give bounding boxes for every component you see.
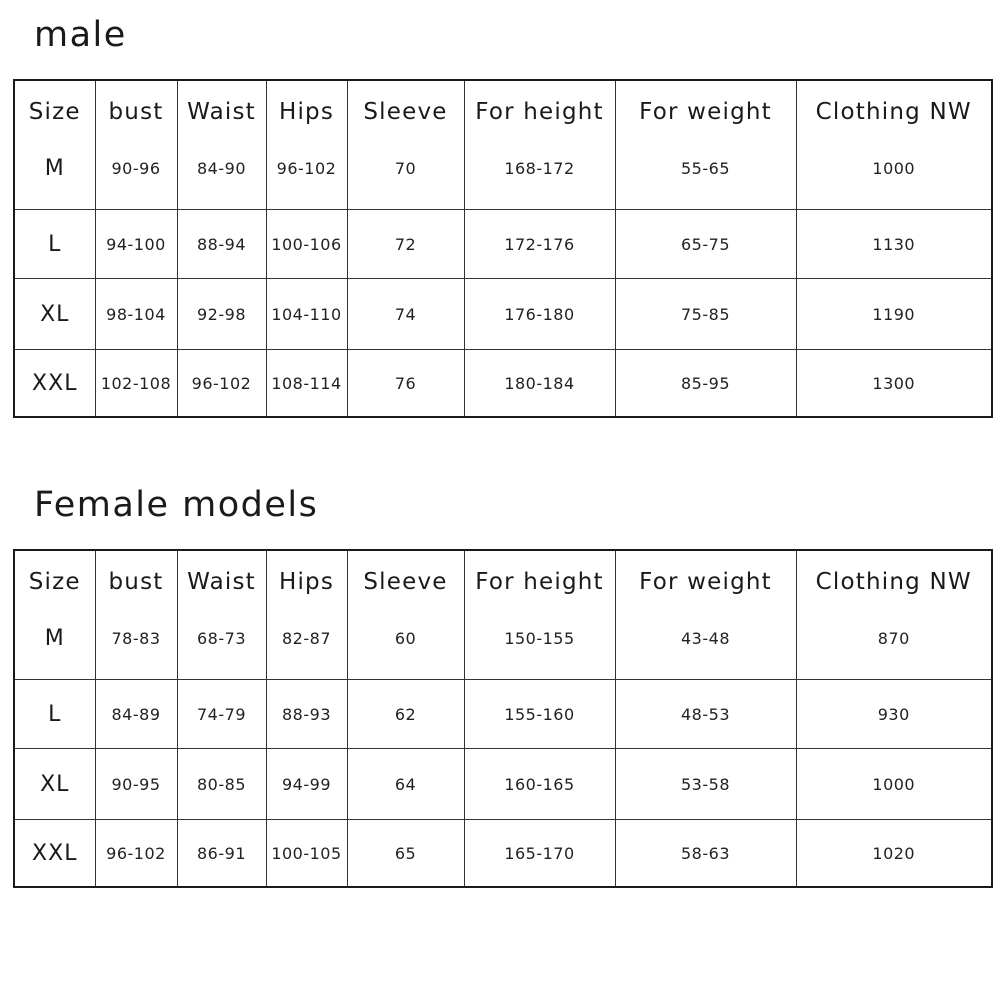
cell-sleeve: 72: [347, 210, 464, 279]
cell-clothing-nw: 1190: [796, 279, 992, 350]
cell-sleeve: 74: [347, 279, 464, 350]
column-header-waist: Waist: [177, 80, 266, 127]
table-row: [14, 127, 992, 210]
table-row: [14, 820, 992, 888]
cell-bust: 90-95: [95, 749, 177, 820]
cell-waist: 68-73: [177, 597, 266, 680]
cell-bust: 96-102: [95, 820, 177, 888]
cell-for-weight: 55-65: [615, 127, 796, 210]
female-section-title: Female models: [34, 485, 319, 525]
cell-hips: 96-102: [266, 127, 347, 210]
cell-sleeve: 70: [347, 127, 464, 210]
cell-for-height: 150-155: [464, 597, 615, 680]
cell-waist: 88-94: [177, 210, 266, 279]
cell-sleeve: 76: [347, 350, 464, 418]
cell-hips: 100-105: [266, 820, 347, 888]
cell-for-weight: 43-48: [615, 597, 796, 680]
female-size-table: [13, 549, 993, 888]
cell-waist: 80-85: [177, 749, 266, 820]
cell-for-height: 155-160: [464, 680, 615, 749]
table-row: [14, 680, 992, 749]
cell-clothing-nw: 1300: [796, 350, 992, 418]
column-header-for-height: For height: [464, 80, 615, 127]
male-section-title: male: [34, 15, 127, 55]
cell-for-weight: 53-58: [615, 749, 796, 820]
cell-for-height: 168-172: [464, 127, 615, 210]
cell-for-height: 165-170: [464, 820, 615, 888]
cell-waist: 92-98: [177, 279, 266, 350]
cell-bust: 98-104: [95, 279, 177, 350]
header-row: [14, 80, 992, 127]
column-header-waist: Waist: [177, 550, 266, 597]
column-header-hips: Hips: [266, 550, 347, 597]
cell-clothing-nw: 1020: [796, 820, 992, 888]
column-header-bust: bust: [95, 80, 177, 127]
column-header-for-weight: For weight: [615, 80, 796, 127]
cell-hips: 104-110: [266, 279, 347, 350]
cell-waist: 74-79: [177, 680, 266, 749]
cell-size: XL: [14, 749, 95, 820]
column-header-size: Size: [28, 99, 81, 125]
cell-waist: 86-91: [177, 820, 266, 888]
table-row: [14, 597, 992, 680]
cell-sleeve: 60: [347, 597, 464, 680]
cell-sleeve: 64: [347, 749, 464, 820]
cell-for-weight: 48-53: [615, 680, 796, 749]
cell-size: XXL: [14, 820, 95, 888]
cell-size: XL: [14, 279, 95, 350]
column-header-clothing-nw: Clothing NW: [796, 80, 992, 127]
cell-size: XXL: [14, 350, 95, 418]
cell-size: L: [14, 680, 95, 749]
cell-hips: 88-93: [266, 680, 347, 749]
cell-for-weight: 65-75: [615, 210, 796, 279]
column-header-size: Size: [28, 569, 81, 595]
cell-sleeve: 62: [347, 680, 464, 749]
cell-size: M: [44, 625, 65, 651]
cell-clothing-nw: 870: [796, 597, 992, 680]
cell-hips: 82-87: [266, 597, 347, 680]
cell-sleeve: 65: [347, 820, 464, 888]
cell-for-weight: 58-63: [615, 820, 796, 888]
table-row: [14, 279, 992, 350]
cell-size: L: [14, 210, 95, 279]
cell-clothing-nw: 1000: [796, 127, 992, 210]
cell-clothing-nw: 1000: [796, 749, 992, 820]
cell-for-weight: 85-95: [615, 350, 796, 418]
cell-waist: 84-90: [177, 127, 266, 210]
cell-hips: 94-99: [266, 749, 347, 820]
column-header-hips: Hips: [266, 80, 347, 127]
cell-for-height: 172-176: [464, 210, 615, 279]
column-header-sleeve: Sleeve: [347, 80, 464, 127]
cell-hips: 108-114: [266, 350, 347, 418]
column-header-for-weight: For weight: [615, 550, 796, 597]
header-row: [14, 550, 992, 597]
cell-clothing-nw: 1130: [796, 210, 992, 279]
column-header-clothing-nw: Clothing NW: [796, 550, 992, 597]
cell-clothing-nw: 930: [796, 680, 992, 749]
cell-for-weight: 75-85: [615, 279, 796, 350]
male-size-table: [13, 79, 993, 418]
column-header-bust: bust: [95, 550, 177, 597]
cell-for-height: 176-180: [464, 279, 615, 350]
cell-bust: 94-100: [95, 210, 177, 279]
cell-bust: 102-108: [95, 350, 177, 418]
cell-waist: 96-102: [177, 350, 266, 418]
cell-bust: 84-89: [95, 680, 177, 749]
table-row: [14, 350, 992, 418]
cell-for-height: 160-165: [464, 749, 615, 820]
cell-size: M: [44, 155, 65, 181]
cell-bust: 78-83: [95, 597, 177, 680]
cell-hips: 100-106: [266, 210, 347, 279]
cell-for-height: 180-184: [464, 350, 615, 418]
column-header-for-height: For height: [464, 550, 615, 597]
cell-bust: 90-96: [95, 127, 177, 210]
table-row: [14, 210, 992, 279]
table-row: [14, 749, 992, 820]
column-header-sleeve: Sleeve: [347, 550, 464, 597]
